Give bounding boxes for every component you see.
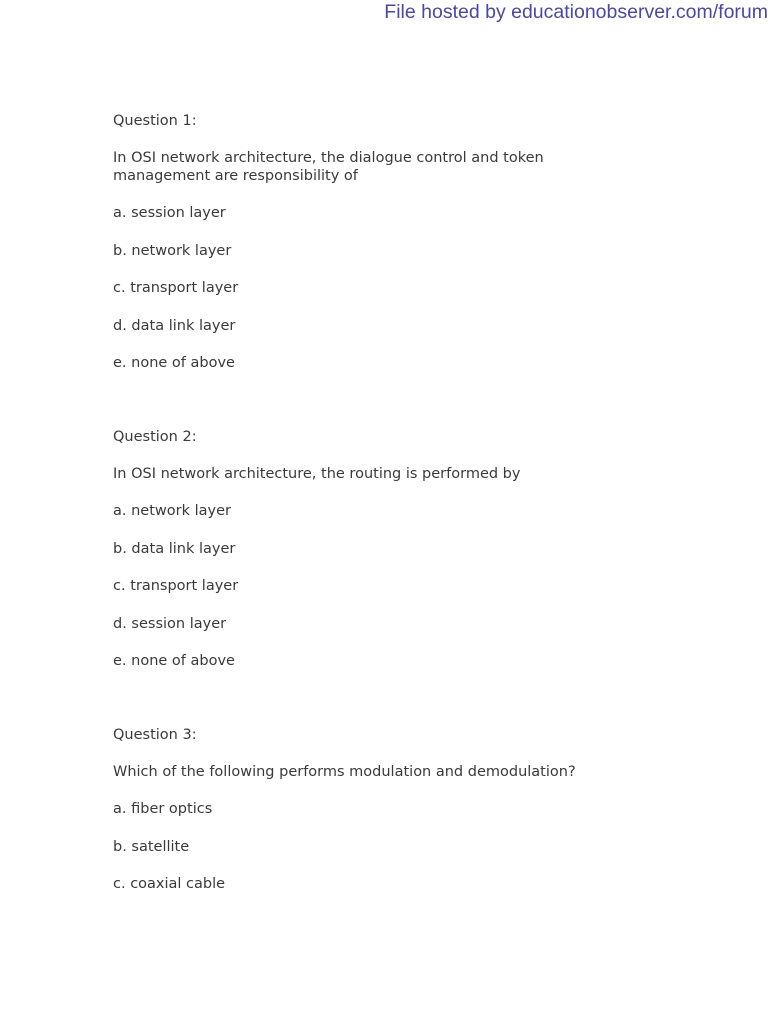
answer-option: c. transport layer: [113, 280, 239, 296]
question-text: In OSI network architecture, the routing is performed by: [113, 466, 521, 482]
question-block-2: [113, 428, 613, 670]
answer-option: a. network layer: [113, 503, 231, 519]
question-text: Which of the following performs modulation and demodulation?: [113, 764, 576, 780]
question-title: Question 2:: [113, 429, 197, 445]
answer-option: e. none of above: [113, 355, 235, 371]
answer-option: d. session layer: [113, 615, 227, 632]
question-list: [113, 112, 613, 949]
question-title: Question 1:: [113, 113, 197, 129]
answer-option: a. session layer: [113, 205, 226, 221]
answer-option: b. data link layer: [113, 540, 236, 557]
question-block-1: [113, 112, 613, 372]
answer-option: b. network layer: [113, 242, 232, 259]
answer-option: c. coaxial cable: [113, 876, 226, 892]
question-text: In OSI network architecture, the dialogue control and token management are responsibility of: [113, 150, 544, 184]
question-block-3: [113, 726, 613, 893]
answer-option: d. data link layer: [113, 317, 236, 334]
hosted-by-banner: File hosted by educationobserver.com/forum: [384, 1, 768, 23]
question-title: Question 3:: [113, 727, 197, 743]
answer-option: a. fiber optics: [113, 801, 213, 817]
answer-option: e. none of above: [113, 653, 235, 669]
answer-option: b. satellite: [113, 838, 190, 855]
answer-option: c. transport layer: [113, 578, 239, 594]
